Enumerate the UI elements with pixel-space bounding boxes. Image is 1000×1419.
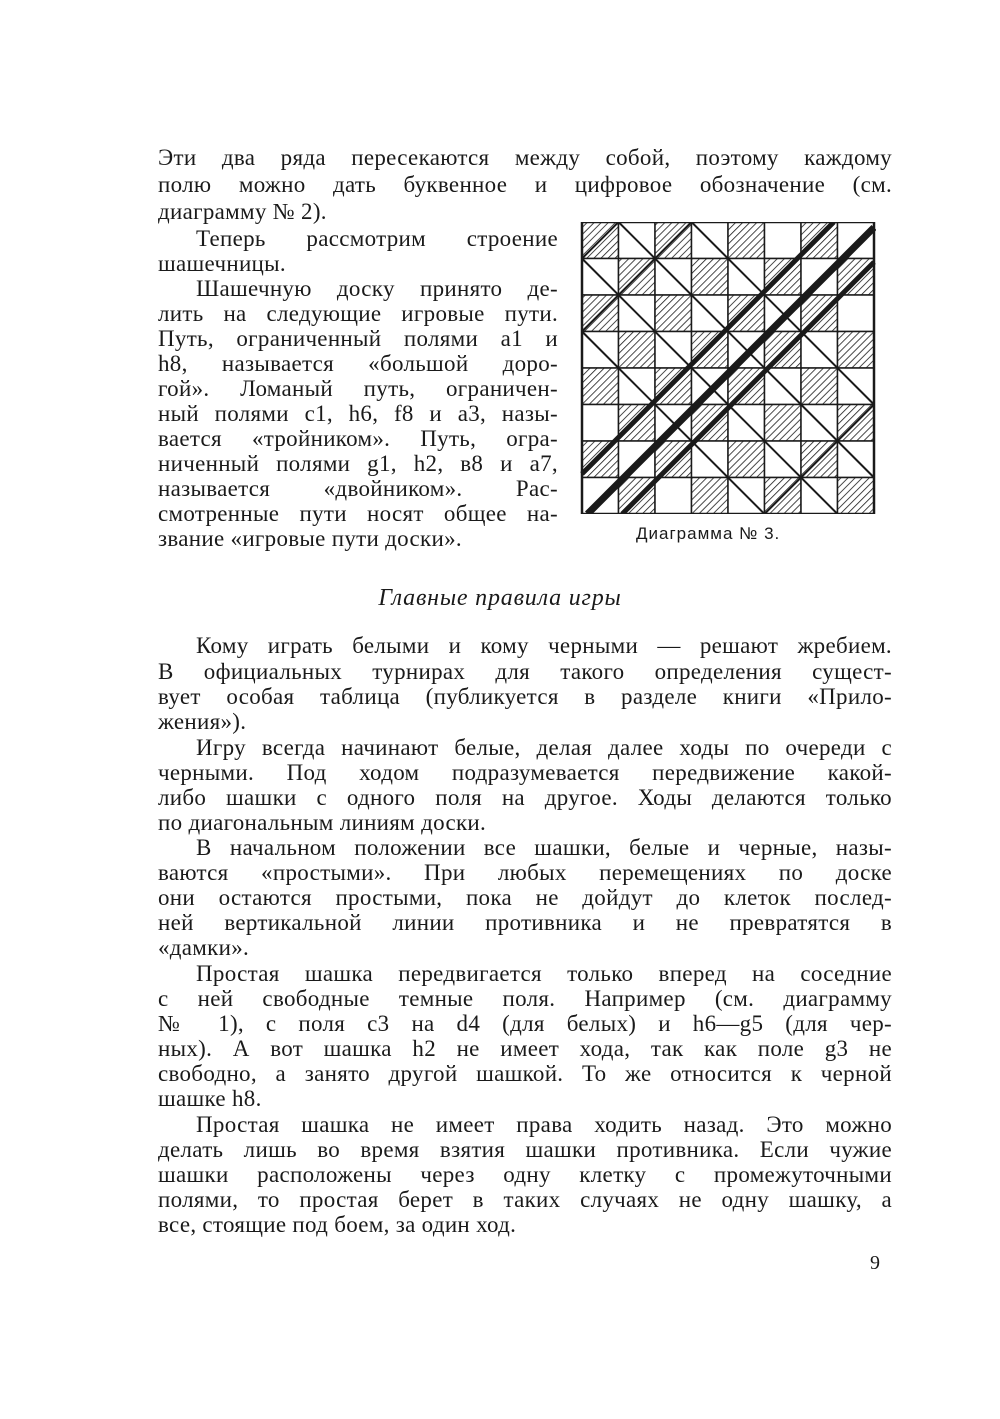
dark-square (582, 441, 619, 478)
dark-square (728, 295, 765, 332)
dark-square (619, 332, 656, 369)
left-column-line: вается «тройником». Путь, огра- (158, 426, 558, 451)
left-column-line: Теперь рассмотрим строение (196, 226, 558, 251)
body-line: ней вертикальной линии противника и не превратятся в (158, 910, 892, 935)
dark-square (728, 441, 765, 478)
intro-line: полю можно дать буквенное и цифровое обозначение (см. (158, 172, 892, 197)
body-line: В начальном положении все шашки, белые и черные, назы- (196, 835, 892, 860)
dark-square (728, 222, 765, 259)
dark-square (582, 368, 619, 405)
dark-square (692, 478, 729, 515)
dark-square (765, 332, 802, 369)
left-column-line: называется «двойником». Рас- (158, 476, 558, 501)
body-line: шашки расположены через одну клетку с промежуточными (158, 1162, 892, 1187)
left-column-line: h8, называется «большой доро- (158, 351, 558, 376)
left-column-line: гой». Ломаный путь, ограничен- (158, 376, 558, 401)
dark-square (838, 259, 875, 296)
dark-square (801, 295, 838, 332)
dark-square (692, 332, 729, 369)
light-square (838, 295, 875, 332)
section-heading: Главные правила игры (378, 585, 622, 611)
dark-square (655, 441, 692, 478)
body-line: делать лишь во время взятия шашки противника. Если чужие (158, 1137, 892, 1162)
left-column-line: смотренные пути носят общее на- (158, 501, 558, 526)
light-square (801, 259, 838, 296)
body-line: либо шашки с одного поля на другое. Ходы делаются только (158, 785, 892, 810)
intro-line: Эти два ряда пересекаются между собой, поэтому каждому (158, 145, 892, 170)
light-square (582, 478, 619, 515)
dark-square (619, 478, 656, 515)
body-line: с ней свободные темные поля. Например (см. диаграмму (158, 986, 892, 1011)
body-line: Кому играть белыми и кому черными — решают жребием. (196, 633, 892, 658)
left-column-line: звание «игровые пути доски». (158, 526, 462, 551)
body-line: черными. Под ходом подразумевается передвижение какой- (158, 760, 892, 785)
diagram-caption: Диаграмма № 3. (636, 524, 781, 543)
intro-line: диаграмму № 2). (158, 199, 327, 224)
body-line: Игру всегда начинают белые, делая далее ходы по очереди с (196, 735, 892, 760)
body-line: Простая шашка не имеет права ходить назад. Это можно (196, 1112, 892, 1137)
dark-square (801, 368, 838, 405)
body-line: ваются «простыми». При любых перемещениях по доске (158, 860, 892, 885)
dark-square (728, 368, 765, 405)
light-square (838, 222, 875, 259)
left-column-line: шашечницы. (158, 251, 286, 276)
dark-square (765, 405, 802, 442)
dark-square (619, 405, 656, 442)
dark-square (692, 259, 729, 296)
left-column-line: Шашечную доску принято де- (196, 276, 558, 301)
light-square (655, 478, 692, 515)
dark-square (801, 222, 838, 259)
dark-square (655, 368, 692, 405)
body-line: В официальных турнирах для такого определения сущест- (158, 659, 892, 684)
body-line: все, стоящие под боем, за один ход. (158, 1212, 517, 1237)
dark-square (838, 478, 875, 515)
body-line: полями, то простая берет в таких случаях не одну шашку, а (158, 1187, 892, 1212)
light-square (765, 222, 802, 259)
dark-square (655, 295, 692, 332)
dark-square (838, 332, 875, 369)
body-line: ных). А вот шашка h2 не имеет хода, так как поле g3 не (158, 1036, 892, 1061)
body-line: свободно, а занято другой шашкой. То же относится к черной (158, 1061, 892, 1086)
light-square (619, 441, 656, 478)
dark-square (765, 259, 802, 296)
body-line: Простая шашка передвигается только вперед на соседние (196, 961, 892, 986)
page-number: 9 (870, 1252, 880, 1274)
body-line: по диагональным линиям доски. (158, 810, 487, 835)
left-column-line: ниченный полями g1, h2, в8 и a7, (158, 451, 558, 476)
left-column-line: лить на следующие игровые пути. (158, 301, 558, 326)
light-square (582, 405, 619, 442)
body-line: они остаются простыми, пока не дойдут до клеток послед- (158, 885, 892, 910)
body-line: вует особая таблица (публикуется в разделе книги «Прило- (158, 684, 892, 709)
body-line: «дамки». (158, 935, 250, 960)
left-column-line: ный полями c1, h6, f8 и a3, назы- (158, 401, 558, 426)
body-line: шашке h8. (158, 1086, 262, 1111)
body-line: жения»). (158, 709, 247, 734)
dark-square (692, 405, 729, 442)
left-column-line: Путь, ограниченный полями a1 и (158, 326, 558, 351)
body-line: № 1), с поля c3 на d4 (для белых) и h6—g5 (для чер- (158, 1011, 892, 1036)
checkerboard-diagram (580, 222, 876, 514)
